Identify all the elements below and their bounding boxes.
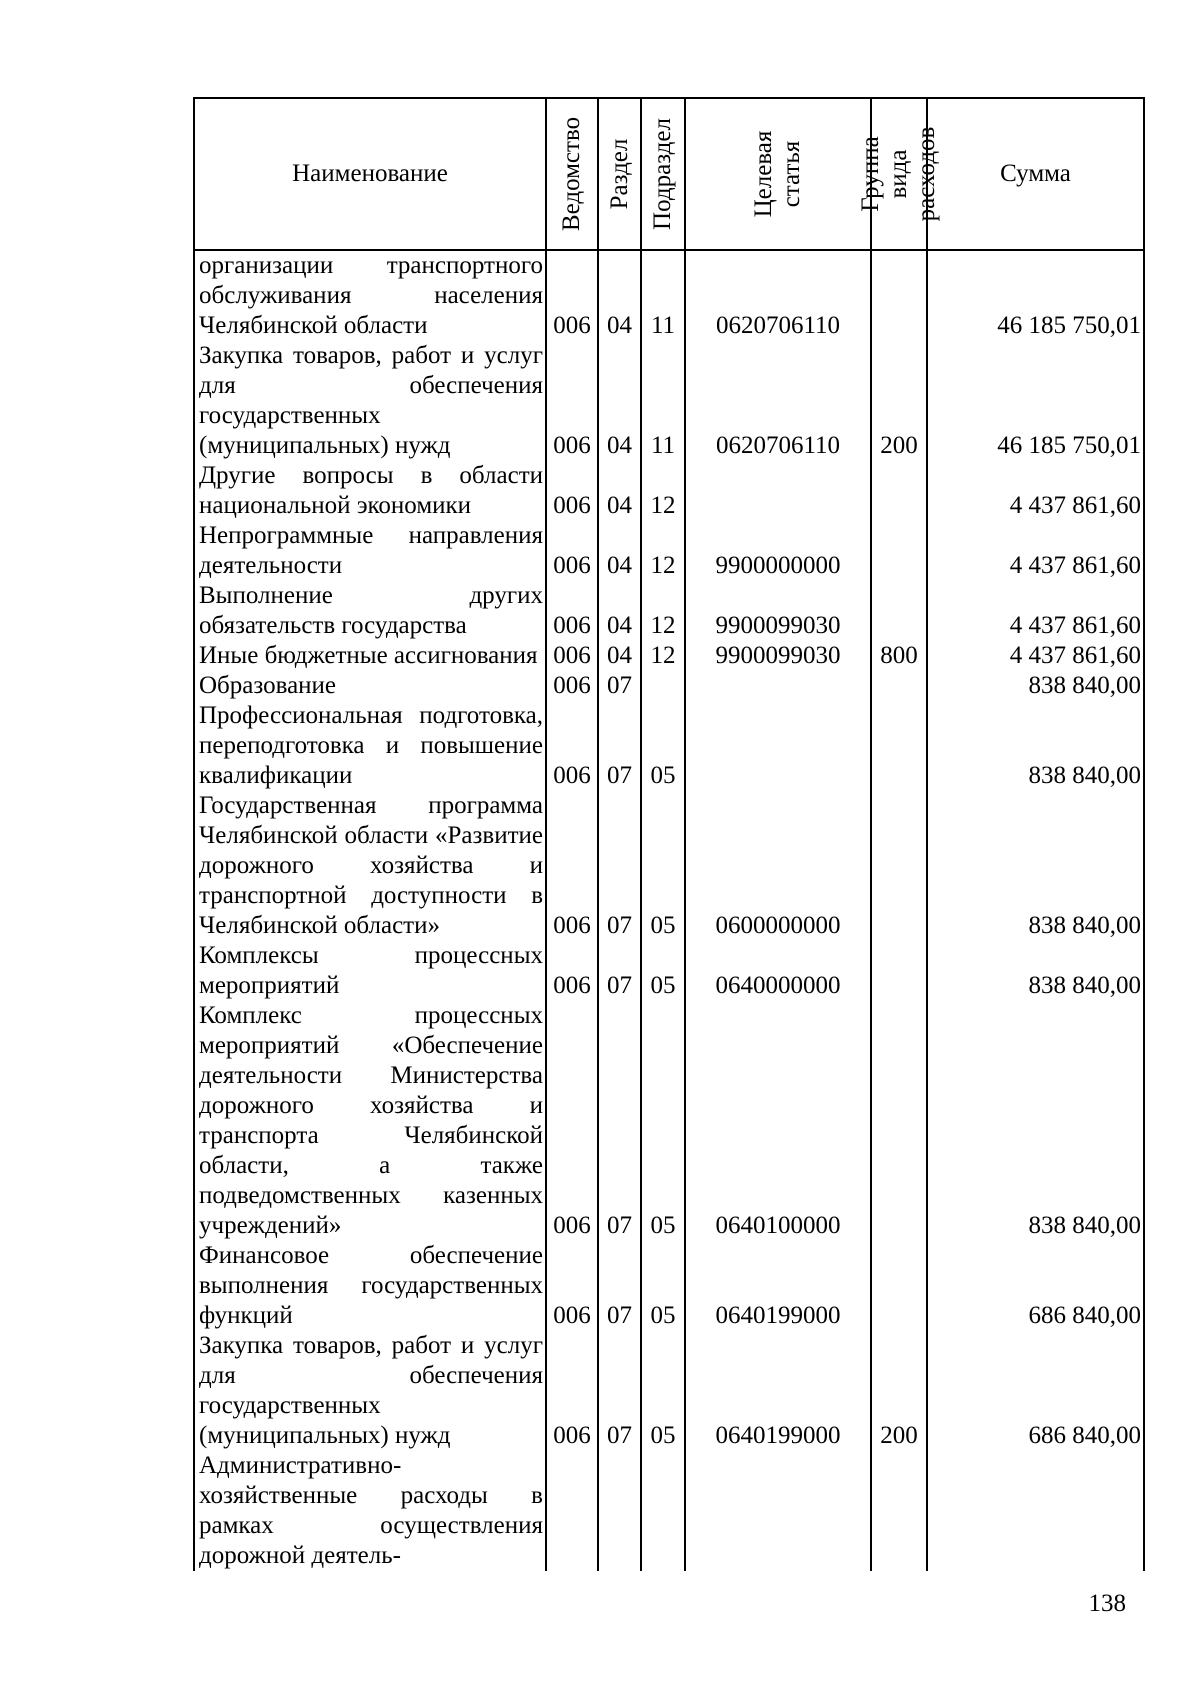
row-razdel: 04 [598, 250, 641, 341]
row-summa: 4 437 861,60 [927, 521, 1144, 581]
row-celevaya [685, 461, 871, 521]
table-header [194, 98, 1144, 250]
row-summa: 4 437 861,60 [927, 641, 1144, 671]
row-summa: 4 437 861,60 [927, 581, 1144, 641]
header-celevaya-text: Целевая статья [750, 130, 805, 218]
table-row [194, 581, 1144, 641]
row-podrazdel: 05 [641, 1001, 685, 1241]
row-gruppa [871, 581, 927, 641]
row-razdel: 07 [598, 1331, 641, 1451]
table-row [194, 641, 1144, 671]
row-razdel: 07 [598, 941, 641, 1001]
row-gruppa [871, 1001, 927, 1241]
header-gruppa-text: Группа вида расходов [857, 126, 940, 222]
row-summa [927, 1451, 1144, 1571]
row-celevaya: 0640199000 [685, 1331, 871, 1451]
row-name: Профессиональная подготовка, переподготовка и повышение квалификации [194, 701, 546, 791]
row-summa: 838 840,00 [927, 671, 1144, 701]
row-razdel: 07 [598, 791, 641, 941]
table-row [194, 671, 1144, 701]
row-summa: 838 840,00 [927, 701, 1144, 791]
row-celevaya: 0620706110 [685, 250, 871, 341]
row-vedomstvo: 006 [546, 341, 598, 461]
row-celevaya: 9900099030 [685, 641, 871, 671]
row-vedomstvo: 006 [546, 791, 598, 941]
row-razdel: 07 [598, 1241, 641, 1331]
budget-table [193, 97, 1145, 1571]
header-celevaya [685, 98, 871, 250]
row-gruppa [871, 461, 927, 521]
row-vedomstvo: 006 [546, 581, 598, 641]
row-vedomstvo: 006 [546, 1001, 598, 1241]
row-vedomstvo [546, 1451, 598, 1571]
row-name: Закупка товаров, работ и услуг для обеспечения государственных (муниципальных) нужд [194, 1331, 546, 1451]
row-podrazdel [641, 1451, 685, 1571]
table-row [194, 250, 1144, 341]
row-razdel: 07 [598, 671, 641, 701]
row-name: Выполнение других обязательств государства [194, 581, 546, 641]
header-gruppa [857, 98, 940, 250]
row-celevaya: 0640100000 [685, 1001, 871, 1241]
header-podrazdel-text: Подраздел [649, 118, 676, 230]
row-celevaya: 9900099030 [685, 581, 871, 641]
row-razdel: 04 [598, 641, 641, 671]
row-podrazdel: 12 [641, 581, 685, 641]
row-podrazdel: 12 [641, 461, 685, 521]
row-summa: 838 840,00 [927, 1001, 1144, 1241]
row-podrazdel [641, 671, 685, 701]
row-celevaya: 9900000000 [685, 521, 871, 581]
table-row [194, 521, 1144, 581]
row-vedomstvo: 006 [546, 941, 598, 1001]
row-podrazdel: 11 [641, 341, 685, 461]
header-podrazdel [641, 98, 685, 250]
table-body [194, 250, 1144, 1571]
row-name: Непрограммные направления деятельности [194, 521, 546, 581]
row-podrazdel: 12 [641, 641, 685, 671]
row-name: Другие вопросы в области национальной экономики [194, 461, 546, 521]
row-name: Иные бюджетные ассигнования [194, 641, 546, 671]
row-summa: 686 840,00 [927, 1241, 1144, 1331]
row-vedomstvo: 006 [546, 1331, 598, 1451]
table-row [194, 341, 1144, 461]
row-gruppa: 800 [871, 641, 927, 671]
row-vedomstvo: 006 [546, 250, 598, 341]
row-gruppa: 200 [871, 341, 927, 461]
row-summa: 46 185 750,01 [927, 250, 1144, 341]
row-podrazdel: 11 [641, 250, 685, 341]
header-razdel [598, 98, 641, 250]
table-row [194, 1451, 1144, 1571]
row-summa: 46 185 750,01 [927, 341, 1144, 461]
row-podrazdel: 05 [641, 941, 685, 1001]
row-gruppa [871, 941, 927, 1001]
row-name: Финансовое обеспечение выполнения государственных функций [194, 1241, 546, 1331]
header-vedomstvo-text: Ведомство [558, 116, 585, 232]
row-podrazdel: 05 [641, 1241, 685, 1331]
row-vedomstvo: 006 [546, 671, 598, 701]
row-name: Государственная программа Челябинской области «Развитие дорожного хозяйства и транспортной доступности в Челябинской области» [194, 791, 546, 941]
row-name: Комплекс процессных мероприятий «Обеспечение деятельности Министерства дорожного хозяйства и транспорта Челябинской области, а также подведомственных казенных учреждений» [194, 1001, 546, 1241]
row-podrazdel: 05 [641, 791, 685, 941]
header-razdel-text: Раздел [605, 138, 633, 210]
row-gruppa [871, 671, 927, 701]
row-celevaya [685, 671, 871, 701]
row-celevaya [685, 701, 871, 791]
row-summa: 838 840,00 [927, 791, 1144, 941]
row-vedomstvo: 006 [546, 461, 598, 521]
table-row [194, 1241, 1144, 1331]
table-row [194, 941, 1144, 1001]
row-razdel: 07 [598, 1001, 641, 1241]
row-name: организации транспортного обслуживания населения Челябинской области [194, 250, 546, 341]
row-name: Комплексы процессных мероприятий [194, 941, 546, 1001]
row-razdel: 07 [598, 701, 641, 791]
row-gruppa [871, 250, 927, 341]
row-vedomstvo: 006 [546, 521, 598, 581]
row-gruppa: 200 [871, 1331, 927, 1451]
row-celevaya: 0620706110 [685, 341, 871, 461]
row-celevaya: 0640000000 [685, 941, 871, 1001]
row-razdel [598, 1451, 641, 1571]
row-vedomstvo: 006 [546, 641, 598, 671]
table-row [194, 461, 1144, 521]
row-celevaya [685, 1451, 871, 1571]
row-podrazdel: 05 [641, 1331, 685, 1451]
header-vedomstvo [546, 98, 598, 250]
table-row [194, 1331, 1144, 1451]
row-razdel: 04 [598, 521, 641, 581]
row-razdel: 04 [598, 341, 641, 461]
table-row [194, 1001, 1144, 1241]
table-row [194, 701, 1144, 791]
row-razdel: 04 [598, 581, 641, 641]
row-vedomstvo: 006 [546, 1241, 598, 1331]
row-gruppa [871, 701, 927, 791]
header-summa: Сумма [927, 98, 1144, 250]
row-summa: 4 437 861,60 [927, 461, 1144, 521]
row-celevaya: 0600000000 [685, 791, 871, 941]
row-podrazdel: 05 [641, 701, 685, 791]
row-name: Образование [194, 671, 546, 701]
row-name: Административно-хозяйственные расходы в рамках осуществления дорожной деятель- [194, 1451, 546, 1571]
row-name: Закупка товаров, работ и услуг для обеспечения государственных (муниципальных) нужд [194, 341, 546, 461]
page-number: 138 [1088, 1590, 1126, 1617]
header-name: Наименование [194, 98, 546, 250]
row-gruppa [871, 791, 927, 941]
table-row [194, 791, 1144, 941]
row-gruppa [871, 1451, 927, 1571]
row-summa: 838 840,00 [927, 941, 1144, 1001]
row-gruppa [871, 521, 927, 581]
row-razdel: 04 [598, 461, 641, 521]
row-podrazdel: 12 [641, 521, 685, 581]
row-gruppa [871, 1241, 927, 1331]
row-celevaya: 0640199000 [685, 1241, 871, 1331]
row-summa: 686 840,00 [927, 1331, 1144, 1451]
row-vedomstvo: 006 [546, 701, 598, 791]
